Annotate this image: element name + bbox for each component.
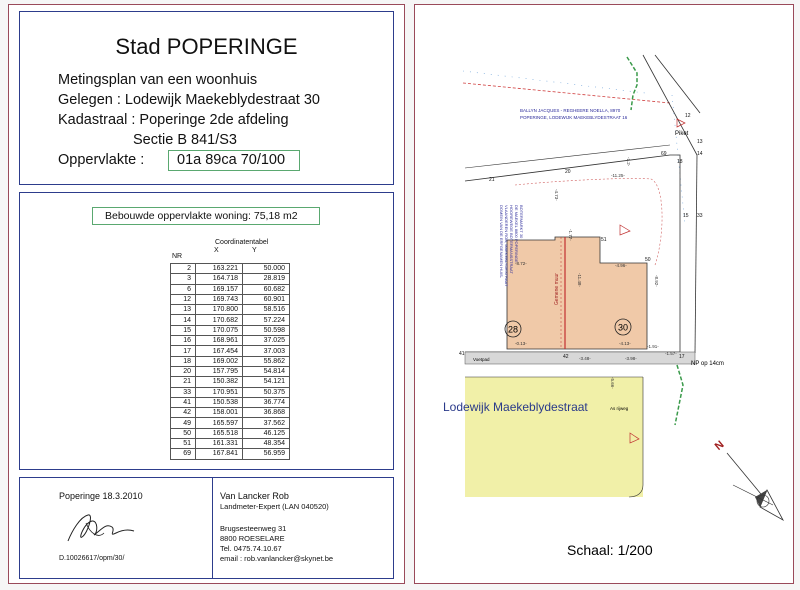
section: Sectie B 841/S3 bbox=[133, 132, 237, 148]
cell-nr: 14 bbox=[171, 315, 196, 325]
svg-text:14: 14 bbox=[697, 151, 703, 157]
cell-y: 60.682 bbox=[243, 284, 290, 294]
svg-text:-5.66-: -5.66- bbox=[610, 377, 615, 389]
cell-y: 50.598 bbox=[243, 325, 290, 335]
svg-text:42: 42 bbox=[563, 354, 569, 360]
table-row bbox=[171, 284, 290, 294]
cell-y: 36.868 bbox=[243, 408, 290, 418]
neighbor-text-1: BALLYN JACQUES - REGHEERE NOELLA, 8970 bbox=[520, 108, 621, 113]
cell-x: 170.682 bbox=[196, 315, 243, 325]
svg-text:50: 50 bbox=[645, 257, 651, 263]
cell-nr: 20 bbox=[171, 366, 196, 376]
left-sheet bbox=[8, 4, 405, 584]
cell-y: 57.224 bbox=[243, 315, 290, 325]
area-value: 01a 89ca 70/100 bbox=[177, 152, 286, 168]
col-nr-header: NR bbox=[172, 253, 183, 260]
cell-nr: 21 bbox=[171, 377, 196, 387]
parcel-line-top bbox=[465, 145, 670, 168]
hedge bbox=[627, 57, 637, 110]
location: Gelegen : Lodewijk Maekeblydestraat 30 bbox=[58, 92, 320, 108]
table-row bbox=[171, 346, 290, 356]
cell-y: 54.121 bbox=[243, 377, 290, 387]
footer-divider bbox=[212, 478, 213, 578]
cell-y: 36.774 bbox=[243, 397, 290, 407]
cell-x: 170.800 bbox=[196, 305, 243, 315]
svg-text:-1.77-: -1.77- bbox=[568, 229, 573, 241]
table-box bbox=[19, 192, 394, 470]
cell-x: 170.951 bbox=[196, 387, 243, 397]
svg-text:20: 20 bbox=[565, 169, 571, 175]
cell-nr: 49 bbox=[171, 418, 196, 428]
svg-text:-1.57-: -1.57- bbox=[665, 351, 677, 356]
cell-x: 157.795 bbox=[196, 366, 243, 376]
table-row bbox=[171, 439, 290, 449]
cell-x: 169.157 bbox=[196, 284, 243, 294]
north-arrow-icon bbox=[713, 439, 783, 520]
hedge-2 bbox=[675, 365, 683, 425]
cell-nr: 69 bbox=[171, 449, 196, 459]
reference: D.10026617/opm/30/ bbox=[59, 555, 125, 562]
table-row bbox=[171, 408, 290, 418]
cell-nr: 6 bbox=[171, 284, 196, 294]
svg-text:HOOREWEGE BOTERMANSSTRAAT: HOOREWEGE BOTERMANSSTRAAT bbox=[509, 205, 514, 274]
cell-y: 48.354 bbox=[243, 439, 290, 449]
street-address: Brugsesteenweg 31 bbox=[220, 524, 287, 533]
cell-y: 37.562 bbox=[243, 418, 290, 428]
table-title: Coordinatentabel bbox=[215, 239, 269, 246]
table-row bbox=[171, 428, 290, 438]
table-row bbox=[171, 366, 290, 376]
email: email : rob.vanlancker@skynet.be bbox=[220, 554, 334, 563]
cell-y: 50.000 bbox=[243, 264, 290, 274]
cell-x: 161.331 bbox=[196, 439, 243, 449]
svg-text:-4.73-: -4.73- bbox=[554, 189, 559, 201]
header-box bbox=[19, 11, 394, 185]
cell-y: 55.862 bbox=[243, 356, 290, 366]
cell-y: 46.125 bbox=[243, 428, 290, 438]
svg-text:-8.92-: -8.92- bbox=[654, 275, 659, 287]
np-label: NP op 14cm bbox=[691, 361, 724, 367]
cell-x: 165.597 bbox=[196, 418, 243, 428]
cell-nr: 3 bbox=[171, 274, 196, 284]
svg-text:DE MAEKEL 8800 POPERINGE: DE MAEKEL 8800 POPERINGE bbox=[514, 205, 519, 263]
svg-text:-1.2-: -1.2- bbox=[626, 157, 631, 167]
house-30: 30 bbox=[617, 322, 629, 333]
site-plan bbox=[415, 5, 793, 583]
svg-text:33: 33 bbox=[697, 213, 703, 219]
cell-y: 28.819 bbox=[243, 274, 290, 284]
table-row bbox=[171, 315, 290, 325]
table-row bbox=[171, 377, 290, 387]
cell-x: 150.382 bbox=[196, 377, 243, 387]
svg-text:-11.25-: -11.25- bbox=[611, 173, 625, 178]
svg-text:BOTERMARKT 30: BOTERMARKT 30 bbox=[519, 205, 524, 239]
cell-y: 37.025 bbox=[243, 336, 290, 346]
svg-text:17: 17 bbox=[679, 354, 685, 360]
street-name: Lodewijk Maekeblydestraat bbox=[443, 400, 588, 414]
neighbor-text-2: POPERINGE, LODEWIJK MAEKEBLYDESTRAAT 16 bbox=[520, 115, 628, 120]
party-wall-label: Gemene muur bbox=[554, 273, 560, 305]
svg-text:-1.91-: -1.91- bbox=[647, 344, 659, 349]
svg-text:18: 18 bbox=[677, 159, 683, 165]
city-title: Stad POPERINGE bbox=[115, 34, 298, 59]
cell-x: 167.454 bbox=[196, 346, 243, 356]
svg-text:41: 41 bbox=[459, 351, 465, 357]
svg-text:-4.13-: -4.13- bbox=[619, 341, 631, 346]
plan-type: Metingsplan van een woonhuis bbox=[58, 72, 258, 88]
svg-text:-3.48-: -3.48- bbox=[579, 356, 591, 361]
north-label: N bbox=[712, 438, 727, 453]
built-area-box bbox=[92, 207, 320, 225]
col-x-header: X bbox=[214, 247, 219, 254]
cell-y: 54.814 bbox=[243, 366, 290, 376]
cell-nr: 33 bbox=[171, 387, 196, 397]
svg-text:51: 51 bbox=[601, 237, 607, 243]
table-row bbox=[171, 274, 290, 284]
table-row bbox=[171, 294, 290, 304]
svg-text:-4.96-: -4.96- bbox=[615, 263, 627, 268]
table-row bbox=[171, 387, 290, 397]
table-row bbox=[171, 325, 290, 335]
area-value-box bbox=[168, 150, 300, 171]
table-row bbox=[171, 449, 290, 459]
table-row bbox=[171, 356, 290, 366]
svg-text:-11.48-: -11.48- bbox=[577, 273, 582, 287]
road-line-1 bbox=[643, 55, 697, 155]
col-y-header: Y bbox=[252, 247, 257, 254]
telephone: Tel. 0475.74.10.67 bbox=[220, 544, 282, 553]
cell-y: 58.516 bbox=[243, 305, 290, 315]
surveyor-name: Van Lancker Rob bbox=[220, 491, 289, 501]
svg-text:-3.98-: -3.98- bbox=[625, 356, 637, 361]
svg-text:DOMEIN VAN DE ERFGENAMEN HUIS-: DOMEIN VAN DE ERFGENAMEN HUIS- bbox=[499, 205, 504, 279]
svg-text:15: 15 bbox=[683, 213, 689, 219]
utility-line bbox=[463, 71, 645, 93]
place-date: Poperinge 18.3.2010 bbox=[59, 491, 143, 501]
neighbor-boundary bbox=[463, 83, 670, 103]
cell-nr: 18 bbox=[171, 356, 196, 366]
cell-nr: 50 bbox=[171, 428, 196, 438]
cell-y: 50.375 bbox=[243, 387, 290, 397]
cell-x: 163.221 bbox=[196, 264, 243, 274]
cell-x: 165.518 bbox=[196, 428, 243, 438]
right-sheet bbox=[414, 4, 794, 584]
svg-text:13: 13 bbox=[697, 139, 703, 145]
sidewalk-label: Voetpad bbox=[473, 357, 490, 362]
cell-x: 158.001 bbox=[196, 408, 243, 418]
cell-nr: 13 bbox=[171, 305, 196, 315]
cell-nr: 17 bbox=[171, 346, 196, 356]
road-line-3 bbox=[695, 155, 697, 353]
piket-label: Piket bbox=[675, 131, 689, 137]
city-address: 8800 ROESELARE bbox=[220, 534, 285, 543]
as-rijweg-label: As rijweg bbox=[610, 406, 629, 411]
signature bbox=[58, 503, 138, 548]
surveyor-title: Landmeter-Expert (LAN 040520) bbox=[220, 502, 329, 511]
cadastre: Kadastraal : Poperinge 2de afdeling bbox=[58, 112, 289, 128]
cell-nr: 16 bbox=[171, 336, 196, 346]
cell-x: 169.002 bbox=[196, 356, 243, 366]
built-area: Bebouwde oppervlakte woning: 75,18 m2 bbox=[105, 210, 298, 222]
table-row bbox=[171, 397, 290, 407]
cell-nr: 51 bbox=[171, 439, 196, 449]
svg-text:69: 69 bbox=[661, 151, 667, 157]
cell-nr: 42 bbox=[171, 408, 196, 418]
cell-y: 37.003 bbox=[243, 346, 290, 356]
cell-y: 60.901 bbox=[243, 294, 290, 304]
road-line-2 bbox=[655, 55, 700, 113]
footer-box bbox=[19, 477, 394, 579]
table-row bbox=[171, 305, 290, 315]
cell-nr: 41 bbox=[171, 397, 196, 407]
cell-x: 164.718 bbox=[196, 274, 243, 284]
svg-text:21: 21 bbox=[489, 177, 495, 183]
svg-text:12: 12 bbox=[685, 113, 691, 119]
svg-text:-8.72-: -8.72- bbox=[515, 261, 527, 266]
table-row bbox=[171, 336, 290, 346]
cell-x: 170.075 bbox=[196, 325, 243, 335]
table-row bbox=[171, 418, 290, 428]
scale-label: Schaal: 1/200 bbox=[567, 542, 653, 558]
cell-x: 150.538 bbox=[196, 397, 243, 407]
cell-y: 56.959 bbox=[243, 449, 290, 459]
svg-text:-0.13-: -0.13- bbox=[515, 341, 527, 346]
cell-nr: 2 bbox=[171, 264, 196, 274]
street-area bbox=[465, 377, 643, 497]
coordinate-table bbox=[170, 263, 290, 460]
area-label: Oppervlakte : bbox=[58, 152, 145, 168]
cell-nr: 12 bbox=[171, 294, 196, 304]
cell-x: 167.841 bbox=[196, 449, 243, 459]
table-row bbox=[171, 264, 290, 274]
cell-nr: 15 bbox=[171, 325, 196, 335]
svg-text:VLAANDEREN ROB, MAEKEBLYDESTRA: VLAANDEREN ROB, MAEKEBLYDESTRAAT bbox=[504, 205, 509, 287]
house-28: 28 bbox=[507, 324, 519, 335]
cell-x: 168.961 bbox=[196, 336, 243, 346]
cell-x: 169.743 bbox=[196, 294, 243, 304]
